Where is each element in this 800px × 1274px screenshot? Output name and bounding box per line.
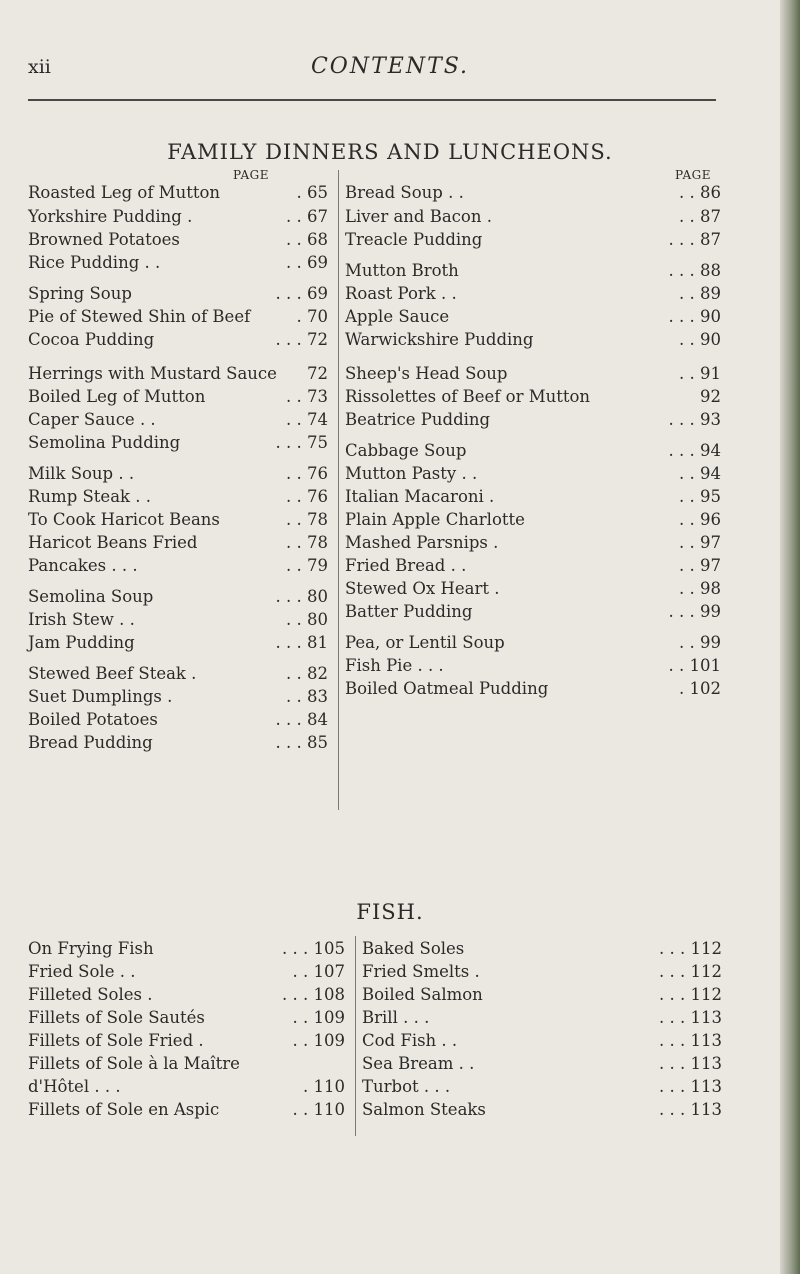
entry-title: Italian Macaroni . xyxy=(345,487,495,506)
entry-title: Stewed Beef Steak . xyxy=(28,664,197,683)
entry-page: . . 80 xyxy=(286,610,328,629)
entry-page: . . . 94 xyxy=(668,441,721,460)
entry-page: . . . 113 xyxy=(659,1054,722,1073)
entry-page: . . . 108 xyxy=(282,985,345,1004)
entry-page: . . . 93 xyxy=(668,410,721,429)
entry-page: . . . 112 xyxy=(659,962,722,981)
entry-page: . . 89 xyxy=(679,284,721,303)
entry-page: . . 110 xyxy=(292,1100,345,1119)
entry-page: . . . 75 xyxy=(275,433,328,452)
family-left-column xyxy=(28,168,328,798)
contents-entry xyxy=(28,1053,345,1075)
fish-heading: FISH. xyxy=(356,900,424,924)
contents-entry xyxy=(28,486,328,508)
entry-page: . . 68 xyxy=(286,230,328,249)
entry-page: . 65 xyxy=(296,183,328,202)
entry-title: Spring Soup xyxy=(28,284,132,303)
entry-page: . . 98 xyxy=(679,579,721,598)
entry-title: Baked Soles xyxy=(362,939,465,958)
contents-entry xyxy=(28,586,328,608)
entry-title: Fried Sole . . xyxy=(28,962,136,981)
contents-entry xyxy=(28,329,328,351)
family-right-column xyxy=(345,168,721,798)
contents-entry xyxy=(345,555,721,577)
entry-page: . . . 87 xyxy=(668,230,721,249)
contents-entry xyxy=(345,532,721,554)
contents-entry xyxy=(362,938,722,960)
contents-entry xyxy=(345,363,721,385)
running-title: CONTENTS. xyxy=(310,54,470,79)
contents-entry xyxy=(28,252,328,274)
contents-entry xyxy=(345,632,721,654)
entry-title: Bread Pudding xyxy=(28,733,153,752)
entry-page: . . 69 xyxy=(286,253,328,272)
entry-title: Batter Pudding xyxy=(345,602,473,621)
contents-entry xyxy=(28,206,328,228)
entry-title: Browned Potatoes xyxy=(28,230,180,249)
page-label: PAGE xyxy=(233,168,269,182)
entry-page: . . 78 xyxy=(286,510,328,529)
contents-entry xyxy=(345,229,721,251)
contents-entry xyxy=(28,609,328,631)
entry-title: Fried Smelts . xyxy=(362,962,480,981)
contents-entry xyxy=(345,486,721,508)
entry-page: . . 67 xyxy=(286,207,328,226)
contents-entry xyxy=(345,509,721,531)
contents-entry xyxy=(28,432,328,454)
contents-entry xyxy=(28,686,328,708)
contents-entry xyxy=(345,409,721,431)
contents-entry xyxy=(28,984,345,1006)
contents-entry xyxy=(28,306,328,328)
contents-entry xyxy=(28,409,328,431)
contents-entry xyxy=(345,182,721,204)
entry-title: Mutton Broth xyxy=(345,261,459,280)
entry-title: Mutton Pasty . . xyxy=(345,464,478,483)
entry-title: To Cook Haricot Beans xyxy=(28,510,220,529)
entry-page: . . 83 xyxy=(286,687,328,706)
contents-entry xyxy=(362,1030,722,1052)
entry-title: Roasted Leg of Mutton xyxy=(28,183,221,202)
contents-entry xyxy=(28,509,328,531)
entry-page: . . 90 xyxy=(679,330,721,349)
entry-page: . . 78 xyxy=(286,533,328,552)
entry-title: Boiled Salmon xyxy=(362,985,483,1004)
column-divider xyxy=(355,936,356,1136)
entry-page: . . 109 xyxy=(292,1008,345,1027)
entry-title: Boiled Potatoes xyxy=(28,710,158,729)
entry-page: . . 99 xyxy=(679,633,721,652)
entry-title: Haricot Beans Fried xyxy=(28,533,198,552)
contents-entry xyxy=(28,283,328,305)
page-number: xii xyxy=(28,56,51,78)
entry-title: Fillets of Sole à la Maître xyxy=(28,1054,240,1073)
entry-page: . . . 80 xyxy=(275,587,328,606)
contents-entry xyxy=(345,329,721,351)
entry-page: . . 94 xyxy=(679,464,721,483)
contents-entry xyxy=(345,260,721,282)
entry-title: Fillets of Sole Fried . xyxy=(28,1031,204,1050)
entry-title: Semolina Pudding xyxy=(28,433,181,452)
contents-entry xyxy=(362,984,722,1006)
contents-entry xyxy=(345,578,721,600)
entry-page: . 102 xyxy=(679,679,721,698)
entry-page: . . 76 xyxy=(286,464,328,483)
entry-title: Brill . . . xyxy=(362,1008,430,1027)
page-header xyxy=(0,46,780,86)
entry-title: Cocoa Pudding xyxy=(28,330,155,349)
entry-title: Salmon Steaks xyxy=(362,1100,486,1119)
entry-page: . . 82 xyxy=(286,664,328,683)
entry-page: . 70 xyxy=(296,307,328,326)
entry-page: . . 86 xyxy=(679,183,721,202)
entry-page: . . 101 xyxy=(668,656,721,675)
contents-entry xyxy=(345,283,721,305)
entry-page: . . . 69 xyxy=(275,284,328,303)
page-label: PAGE xyxy=(675,168,711,182)
entry-title: d'Hôtel . . . xyxy=(28,1077,121,1096)
entry-page: . . . 88 xyxy=(668,261,721,280)
contents-entry xyxy=(28,663,328,685)
entry-title: Mashed Parsnips . xyxy=(345,533,499,552)
entry-page: . 110 xyxy=(303,1077,345,1096)
entry-title: Stewed Ox Heart . xyxy=(345,579,500,598)
entry-page: . . 95 xyxy=(679,487,721,506)
contents-entry xyxy=(28,1099,345,1121)
entry-page: . . . 113 xyxy=(659,1100,722,1119)
contents-entry xyxy=(345,601,721,623)
contents-entry xyxy=(362,961,722,983)
entry-title: Rissolettes of Beef or Mutton xyxy=(345,387,591,406)
entry-page: . . 96 xyxy=(679,510,721,529)
entry-title: Cod Fish . . xyxy=(362,1031,458,1050)
entry-page: . . . 112 xyxy=(659,939,722,958)
entry-title: Jam Pudding xyxy=(28,633,135,652)
contents-entry xyxy=(28,555,328,577)
entry-title: Warwickshire Pudding xyxy=(345,330,534,349)
entry-title: Cabbage Soup xyxy=(345,441,467,460)
entry-title: Suet Dumplings . xyxy=(28,687,173,706)
entry-title: Boiled Oatmeal Pudding xyxy=(345,679,549,698)
entry-page: . . 97 xyxy=(679,556,721,575)
contents-entry xyxy=(28,363,328,385)
entry-page: . . . 81 xyxy=(275,633,328,652)
entry-title: Boiled Leg of Mutton xyxy=(28,387,206,406)
entry-page: . . . 112 xyxy=(659,985,722,1004)
entry-title: Milk Soup . . xyxy=(28,464,135,483)
entry-title: Filleted Soles . xyxy=(28,985,153,1004)
entry-title: Caper Sauce . . xyxy=(28,410,156,429)
entry-title: Rice Pudding . . xyxy=(28,253,161,272)
entry-page: 92 xyxy=(700,387,721,406)
contents-entry xyxy=(28,732,328,754)
entry-page: . . 109 xyxy=(292,1031,345,1050)
entry-title: Sheep's Head Soup xyxy=(345,364,508,383)
contents-entry xyxy=(28,709,328,731)
contents-entry xyxy=(345,440,721,462)
contents-entry xyxy=(345,655,721,677)
entry-page: . . 73 xyxy=(286,387,328,406)
entry-page: 72 xyxy=(307,364,328,383)
entry-page: . . 79 xyxy=(286,556,328,575)
contents-entry xyxy=(345,463,721,485)
entry-page: . . . 72 xyxy=(275,330,328,349)
entry-title: Bread Soup . . xyxy=(345,183,464,202)
entry-page: . . 107 xyxy=(292,962,345,981)
entry-title: Fillets of Sole Sautés xyxy=(28,1008,205,1027)
fish-left-column xyxy=(28,930,345,1130)
contents-entry xyxy=(28,961,345,983)
family-dinners-heading: FAMILY DINNERS AND LUNCHEONS. xyxy=(167,140,613,164)
contents-entry xyxy=(345,678,721,700)
entry-page: . . . 113 xyxy=(659,1031,722,1050)
entry-title: Apple Sauce xyxy=(345,307,450,326)
entry-page: . . . 90 xyxy=(668,307,721,326)
entry-title: Pie of Stewed Shin of Beef xyxy=(28,307,251,326)
entry-title: Treacle Pudding xyxy=(345,230,483,249)
page-edge xyxy=(780,0,800,1274)
entry-page: . . . 85 xyxy=(275,733,328,752)
entry-title: Pancakes . . . xyxy=(28,556,138,575)
contents-entry xyxy=(345,306,721,328)
contents-entry xyxy=(28,632,328,654)
entry-page: . . . 99 xyxy=(668,602,721,621)
entry-title: Fillets of Sole en Aspic xyxy=(28,1100,220,1119)
entry-title: Beatrice Pudding xyxy=(345,410,491,429)
entry-title: Herrings with Mustard Sauce xyxy=(28,364,277,383)
contents-entry xyxy=(362,1053,722,1075)
entry-title: Sea Bream . . xyxy=(362,1054,475,1073)
entry-title: Plain Apple Charlotte xyxy=(345,510,525,529)
contents-entry xyxy=(28,182,328,204)
entry-title: Fried Bread . . xyxy=(345,556,467,575)
contents-entry xyxy=(28,386,328,408)
entry-page: . . 76 xyxy=(286,487,328,506)
contents-entry xyxy=(28,229,328,251)
header-rule xyxy=(28,99,716,101)
contents-entry xyxy=(28,532,328,554)
contents-entry xyxy=(362,1007,722,1029)
entry-title: Yorkshire Pudding . xyxy=(28,207,193,226)
contents-entry xyxy=(362,1076,722,1098)
entry-title: Fish Pie . . . xyxy=(345,656,444,675)
entry-page: . . . 113 xyxy=(659,1077,722,1096)
entry-title: On Frying Fish xyxy=(28,939,154,958)
contents-entry xyxy=(28,938,345,960)
entry-page: . . . 113 xyxy=(659,1008,722,1027)
contents-entry xyxy=(28,1076,345,1098)
contents-entry xyxy=(362,1099,722,1121)
entry-page: . . . 105 xyxy=(282,939,345,958)
contents-entry xyxy=(28,463,328,485)
contents-entry xyxy=(28,1007,345,1029)
entry-page: . . 87 xyxy=(679,207,721,226)
entry-title: Roast Pork . . xyxy=(345,284,457,303)
contents-entry xyxy=(28,1030,345,1052)
fish-right-column xyxy=(362,930,722,1130)
entry-title: Turbot . . . xyxy=(362,1077,451,1096)
entry-page: . . 91 xyxy=(679,364,721,383)
entry-page: . . 97 xyxy=(679,533,721,552)
column-divider xyxy=(338,170,339,810)
entry-title: Semolina Soup xyxy=(28,587,154,606)
entry-title: Irish Stew . . xyxy=(28,610,135,629)
contents-entry xyxy=(345,206,721,228)
entry-page: . . . 84 xyxy=(275,710,328,729)
entry-title: Liver and Bacon . xyxy=(345,207,492,226)
contents-entry xyxy=(345,386,721,408)
entry-title: Pea, or Lentil Soup xyxy=(345,633,505,652)
entry-title: Rump Steak . . xyxy=(28,487,152,506)
entry-page: . . 74 xyxy=(286,410,328,429)
